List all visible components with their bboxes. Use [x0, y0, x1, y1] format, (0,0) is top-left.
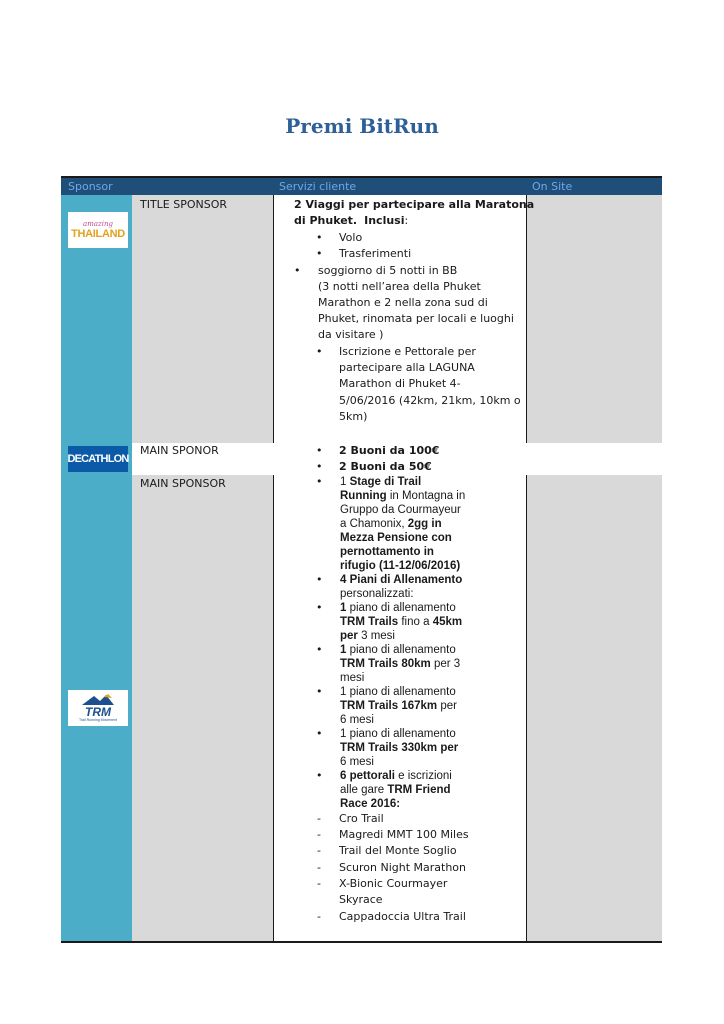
- race-item: X-Bionic Courmayer: [339, 877, 448, 890]
- race-item: Scuron Night Marathon: [339, 861, 467, 874]
- column-divider: [526, 475, 527, 942]
- thailand-service-line: di Phuket. Inclusi:: [294, 214, 409, 227]
- thailand-service-item: Volo: [339, 231, 363, 244]
- race-item: Trail del Monte Soglio: [339, 844, 457, 857]
- trm-service-line: pernottamento in: [340, 546, 434, 558]
- table-header: [61, 178, 662, 195]
- dash-icon: -: [317, 844, 321, 857]
- bullet-icon: •: [316, 573, 323, 586]
- decathlon-logo: DECATHLON: [68, 446, 128, 472]
- trm-service-line: TRM Trails 167km per: [340, 700, 457, 712]
- race-item: Cappadoccia Ultra Trail: [339, 910, 466, 923]
- trm-logo: TRM Trail Running Movement: [68, 690, 128, 726]
- trm-service-line: Gruppo da Courmayeur: [340, 504, 461, 516]
- thailand-service-line: (3 notti nell’area della Phuket: [318, 280, 481, 293]
- sponsor-type-trm: MAIN SPONSOR: [140, 477, 226, 490]
- trm-service-line: 1 piano di allenamento: [340, 602, 456, 614]
- trm-service-line: mesi: [340, 672, 365, 684]
- header-sponsor: Sponsor: [68, 180, 113, 193]
- page-title: Premi BitRun: [285, 114, 439, 138]
- thailand-service-line: Marathon di Phuket 4-: [339, 377, 461, 390]
- bullet-icon: •: [316, 769, 323, 782]
- table-bottom-rule: [61, 941, 662, 943]
- trm-service-line: alle gare TRM Friend: [340, 784, 451, 796]
- trm-service-line: TRM Trails 80km per 3: [340, 658, 461, 670]
- thailand-service-line: partecipare alla LAGUNA: [339, 361, 475, 374]
- trm-service-line: 1 piano di allenamento: [340, 728, 456, 740]
- bullet-icon: •: [294, 264, 301, 277]
- thailand-service-line: Phuket, rinomata per locali e luoghi: [318, 312, 514, 325]
- bullet-icon: •: [316, 685, 323, 698]
- trm-service-line: 6 pettorali e iscrizioni: [340, 770, 452, 782]
- bullet-icon: •: [316, 643, 323, 656]
- dash-icon: -: [317, 828, 321, 841]
- bullet-icon: •: [316, 475, 323, 488]
- bullet-icon: •: [316, 247, 323, 260]
- amazing-thailand-logo: amazing THAILAND: [68, 212, 128, 248]
- thailand-service-line: 2 Viaggi per partecipare alla Maratona: [294, 198, 535, 211]
- race-item-continued: Skyrace: [339, 893, 383, 906]
- column-divider: [526, 195, 527, 443]
- trm-service-line: 1 piano di allenamento: [340, 686, 456, 698]
- trm-service-line: 6 mesi: [340, 714, 374, 726]
- trm-service-line: Running in Montagna in: [340, 490, 466, 502]
- trm-service-line: per 3 mesi: [340, 630, 395, 642]
- thailand-service-item: Trasferimenti: [339, 247, 412, 260]
- bullet-icon: •: [316, 460, 323, 473]
- thailand-service-line: da visitare ): [318, 328, 384, 341]
- trm-service-line: TRM Trails 330km per: [340, 742, 459, 754]
- trm-service-line: Race 2016:: [340, 798, 401, 810]
- dash-icon: -: [317, 877, 321, 890]
- race-item: Magredi MMT 100 Miles: [339, 828, 469, 841]
- bullet-icon: •: [316, 601, 323, 614]
- header-servizi: Servizi cliente: [279, 180, 357, 193]
- trm-service-line: TRM Trails fino a 45km: [340, 616, 463, 628]
- trm-service-line: rifugio (11-12/06/2016): [340, 560, 461, 572]
- thailand-service-item: Iscrizione e Pettorale per: [339, 345, 476, 358]
- thailand-service-line: 5km): [339, 410, 368, 423]
- header-onsite: On Site: [532, 180, 573, 193]
- thailand-service-line: 5/06/2016 (42km, 21km, 10km o: [339, 394, 521, 407]
- thailand-service-line: Marathon e 2 nella zona sud di: [318, 296, 488, 309]
- trm-service-line: 4 Piani di Allenamento: [340, 574, 463, 586]
- dash-icon: -: [317, 812, 321, 825]
- mountain-icon: [78, 694, 118, 706]
- bullet-icon: •: [316, 727, 323, 740]
- bullet-icon: •: [316, 231, 323, 244]
- trm-service-line: a Chamonix, 2gg in: [340, 518, 442, 530]
- trm-service-line: 1 Stage di Trail: [340, 476, 422, 488]
- sponsor-type-title: TITLE SPONSOR: [140, 198, 228, 211]
- trm-service-line: personalizzati:: [340, 588, 414, 600]
- dash-icon: -: [317, 910, 321, 923]
- column-divider: [273, 475, 274, 942]
- sponsor-type-decathlon: MAIN SPONOR: [140, 444, 219, 457]
- trm-service-line: Mezza Pensione con: [340, 532, 452, 544]
- trm-service-line: 1 piano di allenamento: [340, 644, 456, 656]
- dash-icon: -: [317, 861, 321, 874]
- trm-service-line: 6 mesi: [340, 756, 374, 768]
- decathlon-service-item: 2 Buoni da 50€: [339, 460, 432, 473]
- bullet-icon: •: [316, 345, 323, 358]
- column-divider: [273, 195, 274, 443]
- race-item: Cro Trail: [339, 812, 384, 825]
- bullet-icon: •: [316, 444, 323, 457]
- thailand-service-item: soggiorno di 5 notti in BB: [318, 264, 458, 277]
- decathlon-service-item: 2 Buoni da 100€: [339, 444, 440, 457]
